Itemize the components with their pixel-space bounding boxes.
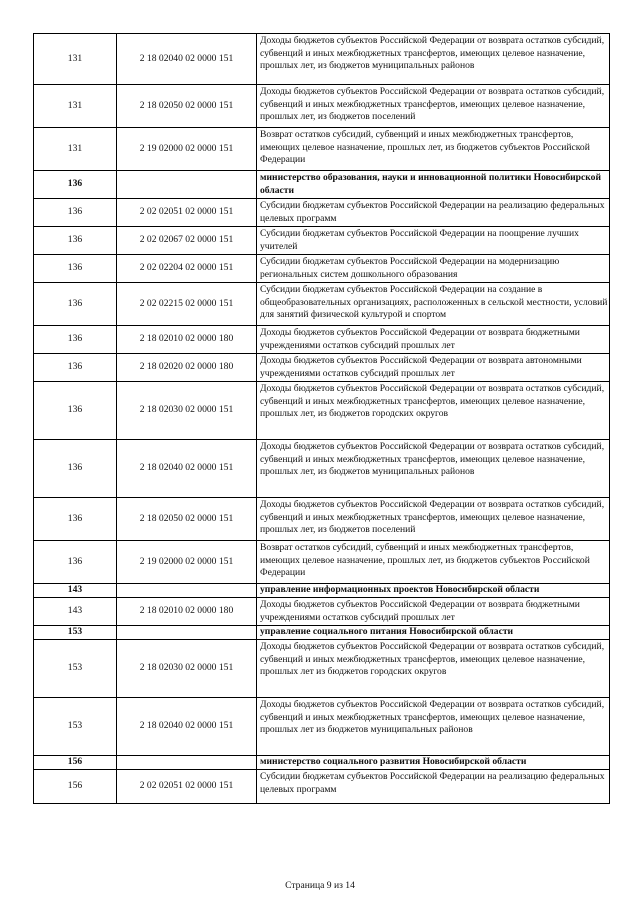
table-row (34, 598, 610, 626)
kbk-code-cell: 2 02 02051 02 0000 151 (117, 199, 257, 227)
admin-code-cell: 136 (34, 283, 117, 326)
kbk-code-cell (117, 756, 257, 770)
description-cell: Доходы бюджетов субъектов Российской Федерации от возврата остатков субсидий, субвенций и иных межбюджетных трансфертов, имеющих целевое назначение, прошлых лет из бюджетов городских округов (257, 640, 610, 698)
kbk-code-cell: 2 18 02040 02 0000 151 (117, 440, 257, 498)
table-row (34, 541, 610, 584)
description-cell: Доходы бюджетов субъектов Российской Федерации от возврата остатков субсидий, субвенций и иных межбюджетных трансфертов, имеющих целевое назначение, прошлых лет из бюджетов муниципальных районов (257, 698, 610, 756)
table-row (34, 283, 610, 326)
description-cell: Субсидии бюджетам субъектов Российской Федерации на модернизацию региональных систем дошкольного образования (257, 255, 610, 283)
kbk-code-cell: 2 02 02051 02 0000 151 (117, 770, 257, 804)
kbk-code-cell: 2 18 02020 02 0000 180 (117, 354, 257, 382)
kbk-code-cell (117, 626, 257, 640)
page-number: Страница 9 из 14 (285, 880, 355, 891)
table-row (34, 698, 610, 756)
kbk-code-cell (117, 171, 257, 199)
description-cell: Субсидии бюджетам субъектов Российской Федерации на реализацию федеральных целевых программ (257, 199, 610, 227)
table-row (34, 34, 610, 85)
table-body (34, 34, 610, 804)
kbk-code-cell: 2 02 02215 02 0000 151 (117, 283, 257, 326)
admin-code-cell: 143 (34, 584, 117, 598)
admin-code-cell: 131 (34, 34, 117, 85)
description-cell: управление социального питания Новосибирской области (257, 626, 610, 640)
description-cell: Субсидии бюджетам субъектов Российской Федерации на реализацию федеральных целевых программ (257, 770, 610, 804)
kbk-code-cell: 2 18 02010 02 0000 180 (117, 598, 257, 626)
table-row (34, 498, 610, 541)
admin-code-cell: 136 (34, 354, 117, 382)
table-row (34, 227, 610, 255)
admin-code-cell: 131 (34, 85, 117, 128)
admin-code-cell: 131 (34, 128, 117, 171)
kbk-code-cell: 2 18 02040 02 0000 151 (117, 34, 257, 85)
kbk-code-cell: 2 18 02010 02 0000 180 (117, 326, 257, 354)
section-header-row (34, 756, 610, 770)
kbk-code-cell (117, 584, 257, 598)
description-cell: министерство социального развития Новосибирской области (257, 756, 610, 770)
description-cell: Возврат остатков субсидий, субвенций и иных межбюджетных трансфертов, имеющих целевое назначение, прошлых лет, из бюджетов субъектов Российской Федерации (257, 128, 610, 171)
admin-code-cell: 156 (34, 756, 117, 770)
admin-code-cell: 153 (34, 698, 117, 756)
table-row (34, 640, 610, 698)
admin-code-cell: 136 (34, 498, 117, 541)
admin-code-cell: 153 (34, 640, 117, 698)
kbk-code-cell: 2 02 02067 02 0000 151 (117, 227, 257, 255)
description-cell: министерство образования, науки и инновационной политики Новосибирской области (257, 171, 610, 199)
description-cell: Доходы бюджетов субъектов Российской Федерации от возврата остатков субсидий, субвенций и иных межбюджетных трансфертов, имеющих целевое назначение, прошлых лет, из бюджетов поселений (257, 498, 610, 541)
kbk-code-cell: 2 02 02204 02 0000 151 (117, 255, 257, 283)
admin-code-cell: 153 (34, 626, 117, 640)
table-row (34, 199, 610, 227)
description-cell: Доходы бюджетов субъектов Российской Федерации от возврата бюджетными учреждениями остатков субсидий прошлых лет (257, 598, 610, 626)
description-cell: Субсидии бюджетам субъектов Российской Федерации на поощрение лучших учителей (257, 227, 610, 255)
table-row (34, 382, 610, 440)
admin-code-cell: 136 (34, 199, 117, 227)
description-cell: Субсидии бюджетам субъектов Российской Федерации на создание в общеобразовательных организациях, расположенных в сельской местности, условий для занятий физической культурой и спортом (257, 283, 610, 326)
table-row (34, 255, 610, 283)
table-row (34, 326, 610, 354)
admin-code-cell: 136 (34, 440, 117, 498)
admin-code-cell: 136 (34, 326, 117, 354)
admin-code-cell: 156 (34, 770, 117, 804)
admin-code-cell: 136 (34, 382, 117, 440)
admin-code-cell: 136 (34, 171, 117, 199)
table-row (34, 85, 610, 128)
description-cell: управление информационных проектов Новосибирской области (257, 584, 610, 598)
table-row (34, 770, 610, 804)
table-row (34, 128, 610, 171)
admin-code-cell: 136 (34, 255, 117, 283)
admin-code-cell: 136 (34, 227, 117, 255)
kbk-code-cell: 2 18 02030 02 0000 151 (117, 640, 257, 698)
admin-code-cell: 143 (34, 598, 117, 626)
section-header-row (34, 584, 610, 598)
budget-classification-table (33, 33, 610, 804)
admin-code-cell: 136 (34, 541, 117, 584)
description-cell: Доходы бюджетов субъектов Российской Федерации от возврата остатков субсидий, субвенций и иных межбюджетных трансфертов, имеющих целевое назначение, прошлых лет, из бюджетов городских округов (257, 382, 610, 440)
kbk-code-cell: 2 19 02000 02 0000 151 (117, 128, 257, 171)
kbk-code-cell: 2 18 02040 02 0000 151 (117, 698, 257, 756)
kbk-code-cell: 2 18 02050 02 0000 151 (117, 85, 257, 128)
description-cell: Доходы бюджетов субъектов Российской Федерации от возврата остатков субсидий, субвенций и иных межбюджетных трансфертов, имеющих целевое назначение, прошлых лет, из бюджетов муниципальных районов (257, 34, 610, 85)
section-header-row (34, 171, 610, 199)
description-cell: Возврат остатков субсидий, субвенций и иных межбюджетных трансфертов, имеющих целевое назначение, прошлых лет, из бюджетов субъектов Российской Федерации (257, 541, 610, 584)
kbk-code-cell: 2 18 02030 02 0000 151 (117, 382, 257, 440)
description-cell: Доходы бюджетов субъектов Российской Федерации от возврата бюджетными учреждениями остатков субсидий прошлых лет (257, 326, 610, 354)
table-row (34, 354, 610, 382)
description-cell: Доходы бюджетов субъектов Российской Федерации от возврата автономными учреждениями остатков субсидий прошлых лет (257, 354, 610, 382)
description-cell: Доходы бюджетов субъектов Российской Федерации от возврата остатков субсидий, субвенций и иных межбюджетных трансфертов, имеющих целевое назначение, прошлых лет, из бюджетов поселений (257, 85, 610, 128)
kbk-code-cell: 2 18 02050 02 0000 151 (117, 498, 257, 541)
description-cell: Доходы бюджетов субъектов Российской Федерации от возврата остатков субсидий, субвенций и иных межбюджетных трансфертов, имеющих целевое назначение, прошлых лет, из бюджетов муниципальных районов (257, 440, 610, 498)
section-header-row (34, 626, 610, 640)
kbk-code-cell: 2 19 02000 02 0000 151 (117, 541, 257, 584)
table-row (34, 440, 610, 498)
